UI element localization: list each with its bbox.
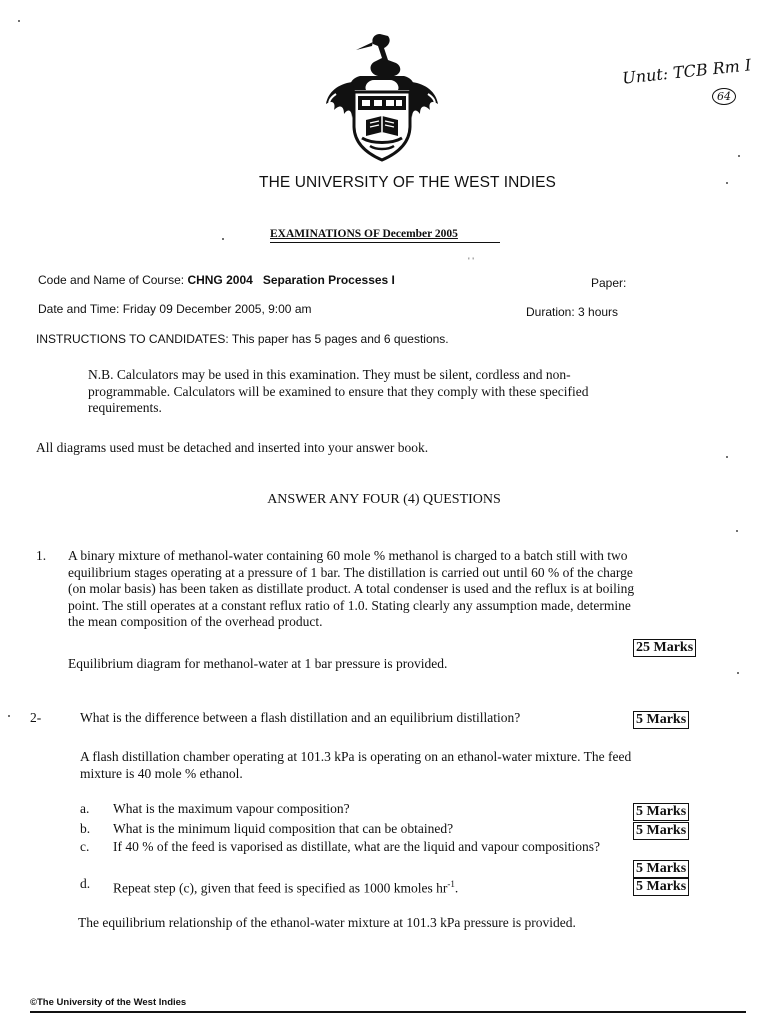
datetime-label: Date and Time: — [38, 302, 120, 316]
q2-number: 2- — [30, 710, 42, 725]
course-line — [38, 273, 395, 287]
q2c-letter: c. — [80, 839, 90, 854]
exam-title: EXAMINATIONS OF December 2005 — [270, 228, 458, 240]
q2-footer-note: The equilibrium relationship of the ethanol-water mixture at 101.3 kPa pressure is provided. — [78, 915, 576, 930]
q2-paragraph — [80, 749, 740, 782]
scan-speck — [726, 456, 728, 458]
copyright: ©The University of the West Indies — [30, 997, 187, 1008]
q2b-letter: b. — [80, 821, 91, 836]
q2a-text: What is the maximum vapour composition? — [113, 801, 350, 816]
q2d-superscript: -1 — [447, 879, 455, 889]
datetime-line — [38, 302, 311, 316]
q1-line: A binary mixture of methanol-water containing 60 mole % methanol is charged to a batch still with two — [68, 548, 628, 563]
q2-intro: What is the difference between a flash distillation and an equilibrium distillation? — [80, 710, 521, 725]
q2d-text — [113, 876, 458, 897]
handwritten-note: Unut: TCB Rm I — [621, 55, 753, 88]
scan-speck — [738, 155, 740, 157]
q2d-marks-box: 5 Marks — [633, 878, 689, 896]
q2a-marks-box: 5 Marks — [633, 803, 689, 821]
nb-block — [88, 367, 708, 417]
scan-speck — [736, 530, 738, 532]
handwritten-circle-note: 64 — [712, 88, 736, 105]
q2d-text-end: . — [454, 880, 459, 896]
scan-speck — [222, 238, 224, 240]
q1-line: the mean composition of the overhead product. — [68, 614, 323, 629]
course-code: CHNG 2004 — [187, 273, 253, 287]
duration: Duration: 3 hours — [526, 305, 619, 319]
q2d-letter: d. — [80, 876, 91, 891]
diagrams-note: All diagrams used must be detached and inserted into your answer book. — [36, 440, 429, 455]
course-label: Code and Name of Course: — [38, 273, 185, 287]
instructions — [36, 332, 449, 346]
q1-body — [68, 548, 738, 631]
exam-title-underline — [270, 242, 500, 243]
q2-para-line: mixture is 40 mole % ethanol. — [80, 765, 243, 781]
q2d-text-main: Repeat step (c), given that feed is specified as 1000 kmoles hr — [113, 880, 448, 896]
instructions-label: INSTRUCTIONS TO CANDIDATES: — [36, 332, 229, 346]
paper-label: Paper: — [591, 276, 627, 290]
q2a-letter: a. — [80, 801, 90, 816]
scan-speck — [737, 672, 739, 674]
q2c-marks-box: 5 Marks — [633, 860, 689, 878]
q1-note: Equilibrium diagram for methanol-water at 1 bar pressure is provided. — [68, 656, 448, 671]
q1-number: 1. — [36, 548, 47, 563]
scan-speck — [18, 20, 20, 22]
answer-heading: ANSWER ANY FOUR (4) QUESTIONS — [267, 492, 501, 507]
footer-rule — [30, 1011, 746, 1013]
course-name: Separation Processes I — [262, 273, 395, 287]
datetime-value: Friday 09 December 2005, 9:00 am — [122, 302, 312, 316]
q1-marks-box: 25 Marks — [633, 639, 696, 657]
q1-line: (on molar basis) has been taken as distillate product. A total condenser is used and the reflux is at boiling — [68, 581, 635, 596]
q2-intro-marks-box: 5 Marks — [633, 711, 689, 729]
instructions-text: This paper has 5 pages and 6 questions. — [231, 332, 449, 346]
nb-line: N.B. Calculators may be used in this examination. They must be silent, cordless and non- — [88, 367, 571, 382]
q2b-marks-box: 5 Marks — [633, 822, 689, 840]
q2b-text: What is the minimum liquid composition that can be obtained? — [113, 821, 454, 836]
scan-speck — [8, 715, 10, 717]
stray-mark: ' ' — [468, 256, 474, 266]
nb-line: programmable. Calculators will be examined to ensure that they comply with these specified — [88, 383, 589, 399]
university-title: THE UNIVERSITY OF THE WEST INDIES — [259, 174, 556, 191]
q1-line: equilibrium stages operating at a pressure of 1 bar. The distillation is carried out until 60 % of the charge — [68, 564, 633, 580]
q2-para-line: A flash distillation chamber operating at 101.3 kPa is operating on an ethanol-water mixture. The feed — [80, 749, 632, 764]
q2c-text: If 40 % of the feed is vaporised as distillate, what are the liquid and vapour compositions? — [113, 839, 600, 854]
q1-line: point. The still operates at a constant reflux ratio of 1.0. Stating clearly any assumption made, determine — [68, 597, 631, 613]
university-crest — [322, 30, 442, 165]
nb-line: requirements. — [88, 400, 162, 415]
